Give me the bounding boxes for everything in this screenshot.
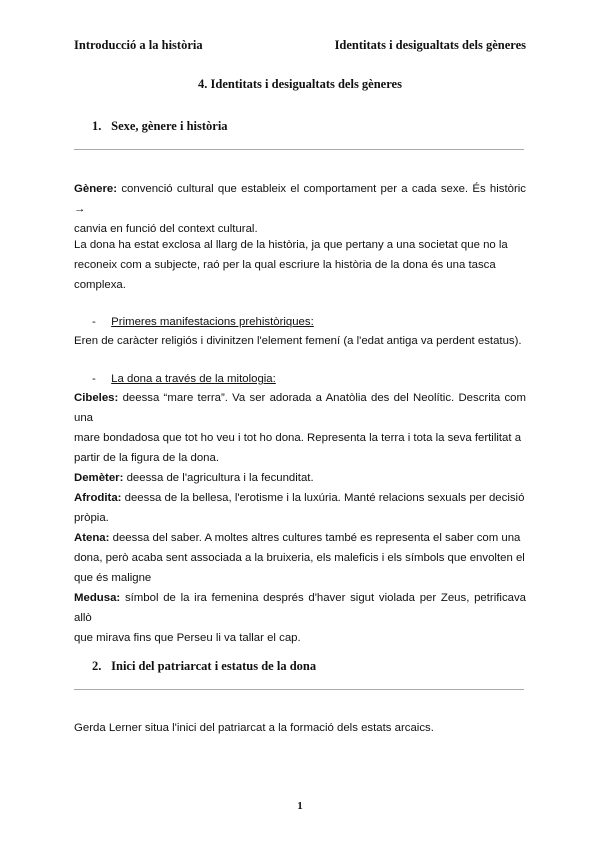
afrodita-line-1 — [74, 488, 526, 508]
bullet-prehistoric — [92, 312, 314, 332]
section-2-title: Inici del patriarcat i estatus de la dona — [111, 659, 317, 673]
header-right-chapter-title: Identitats i desigualtats dels gèneres — [334, 38, 526, 52]
afrodita-line-2: pròpia. — [74, 512, 109, 524]
atena-line-3: que és maligne — [74, 572, 152, 584]
section-1-number: 1. — [92, 119, 102, 133]
medusa-text-1: símbol de la ira femenina després d'haver sigut violada per Zeus, petrificava allò — [74, 592, 527, 624]
prehistoric-text: Eren de caràcter religiós i divinitzen l'element femení (a l'edat antiga va perdent estatus). — [74, 335, 522, 347]
medusa-line-2: que mirava fins que Perseu li va tallar el cap. — [74, 632, 301, 644]
bullet-prehistoric-label: Primeres manifestacions prehistòriques: — [111, 316, 314, 328]
bullet-mythology — [92, 369, 276, 389]
genere-line-1 — [74, 179, 526, 219]
bullet-dash: - — [92, 316, 96, 328]
bullet-mythology-label: La dona a través de la mitologia: — [111, 373, 276, 385]
atena-term: Atena: — [74, 532, 110, 544]
page-number: 1 — [297, 800, 303, 812]
header-left-course-title: Introducció a la història — [74, 38, 203, 52]
dona-line-2: reconeix com a subjecte, raó per la qual escriure la història de la dona és una tasca — [74, 259, 496, 271]
cibeles-text-1: deessa “mare terra”. Va ser adorada a Anatòlia des del Neolític. Descrita com una — [74, 392, 526, 424]
cibeles-line-1 — [74, 388, 526, 428]
mythology-entries — [74, 388, 526, 648]
genere-term: Gènere: — [74, 183, 118, 195]
cibeles-line-3: partir de la figura de la dona. — [74, 452, 220, 464]
section-1-heading — [92, 119, 228, 134]
demeter-line — [74, 468, 526, 488]
dona-paragraph — [74, 235, 526, 295]
genere-line-2: canvia en funció del context cultural. — [74, 223, 258, 235]
dona-line-1: La dona ha estat exclosa al llarg de la història, ja que pertany a una societat que no la — [74, 239, 508, 251]
section-2-heading — [92, 659, 316, 674]
bullet-dash: - — [92, 373, 96, 385]
atena-line-1 — [74, 528, 526, 548]
section-2-divider — [74, 689, 524, 690]
dona-line-3: complexa. — [74, 279, 126, 291]
medusa-line-1 — [74, 588, 526, 628]
lerner-paragraph: Gerda Lerner situa l'inici del patriarcat a la formació dels estats arcaics. — [74, 722, 434, 734]
genere-text-1: convenció cultural que estableix el comportament per a cada sexe. És històric → — [74, 183, 526, 215]
afrodita-term: Afrodita: — [74, 492, 122, 504]
afrodita-text-1: deessa de la bellesa, l'erotisme i la luxúria. Manté relacions sexuals per decisió — [124, 492, 525, 504]
genere-definition — [74, 179, 526, 239]
section-1-title: Sexe, gènere i història — [111, 119, 228, 133]
atena-line-2: dona, però acaba sent associada a la bruixeria, els maleficis i els símbols que envolten el — [74, 552, 525, 564]
document-title: 4. Identitats i desigualtats dels gèneres — [198, 77, 402, 91]
cibeles-line-2: mare bondadosa que tot ho veu i tot ho dona. Representa la terra i tota la seva fertilitat a — [74, 432, 522, 444]
demeter-text: deessa de l'agricultura i la fecunditat. — [126, 472, 314, 484]
atena-text-1: deessa del saber. A moltes altres cultures també es representa el saber com una — [112, 532, 521, 544]
demeter-term: Demèter: — [74, 472, 124, 484]
section-2-number: 2. — [92, 659, 102, 673]
medusa-term: Medusa: — [74, 592, 121, 604]
cibeles-term: Cibeles: — [74, 392, 119, 404]
section-1-divider — [74, 149, 524, 150]
